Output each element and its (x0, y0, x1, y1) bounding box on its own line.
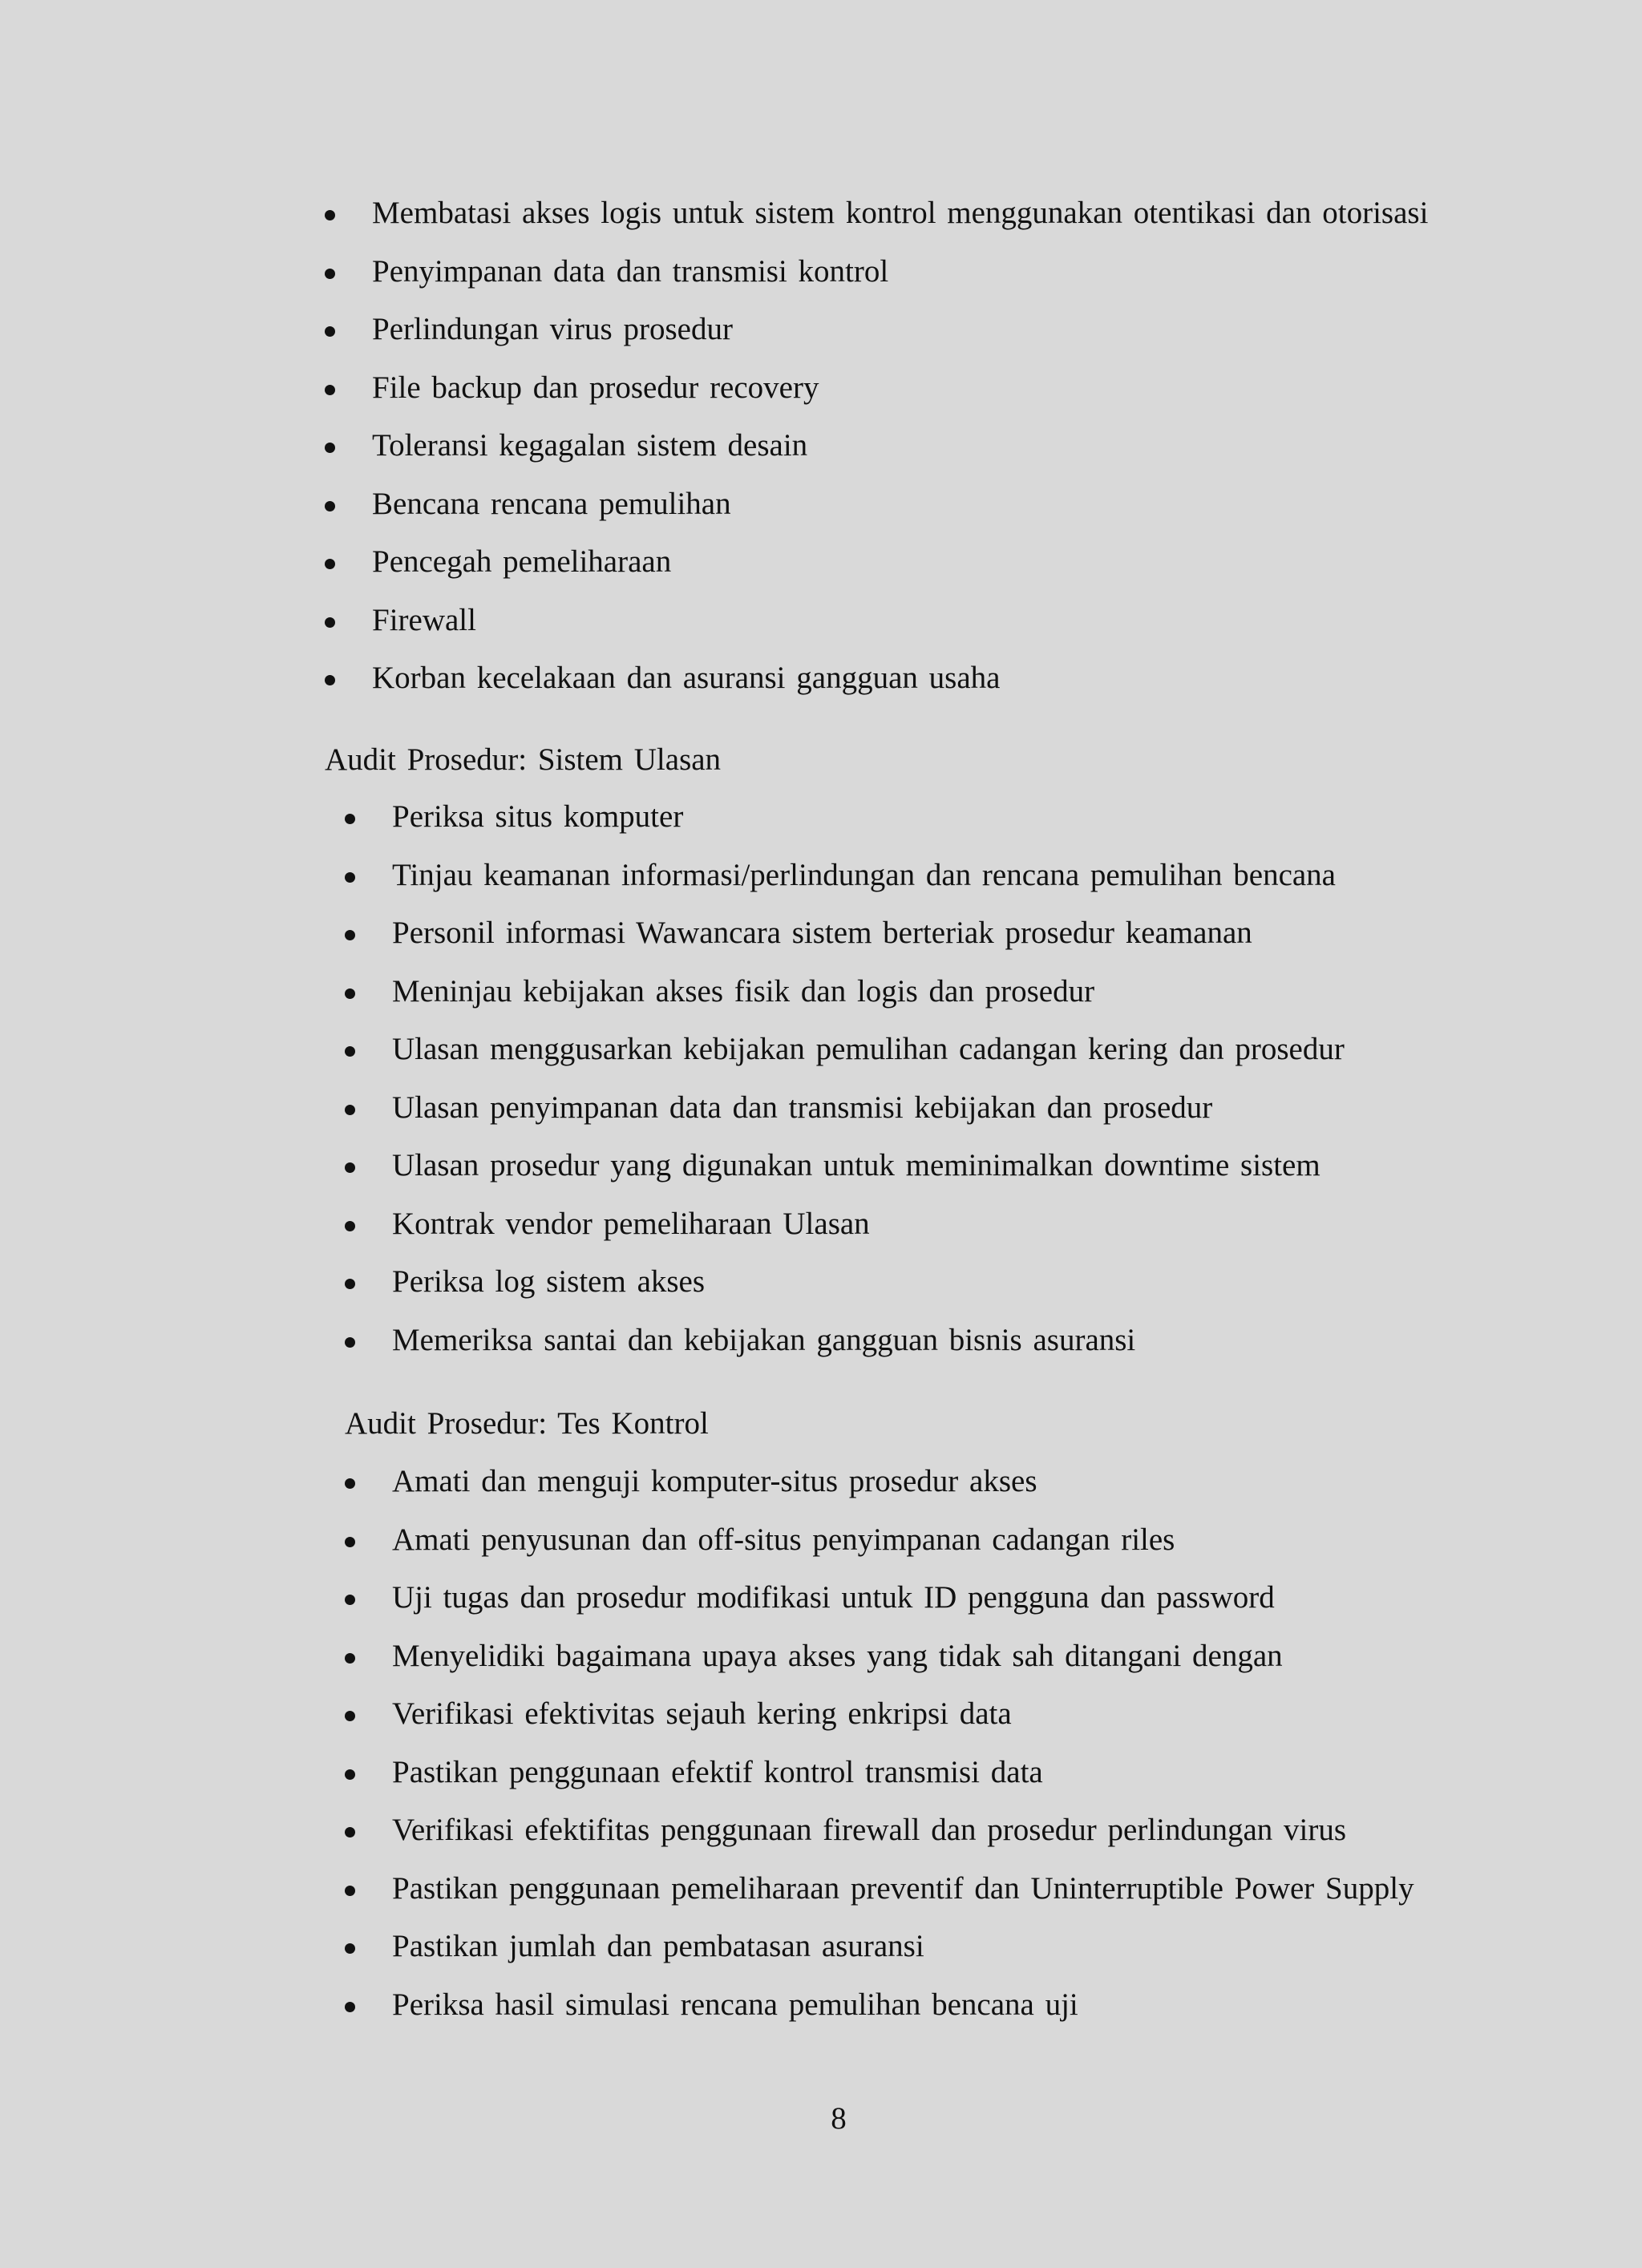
bullet-icon (345, 1221, 355, 1231)
list-item (345, 1744, 1467, 1802)
list-item-text: Korban kecelakaan dan asuransi gangguan usaha (372, 661, 1001, 695)
list-item (325, 533, 1447, 592)
bullet-icon (345, 1478, 355, 1489)
list-item (345, 1860, 1467, 1918)
bullet-icon (325, 269, 335, 279)
list-item (345, 1918, 1467, 1976)
list-item-text: Kontrak vendor pemeliharaan Ulasan (392, 1206, 870, 1241)
list-item (345, 1976, 1467, 2035)
list-item-text: Periksa hasil simulasi rencana pemulihan bencana uji (392, 1987, 1078, 2022)
list-item (345, 904, 1467, 963)
list-item (345, 1312, 1467, 1370)
list-item-text: Firewall (372, 602, 476, 637)
bullet-icon (345, 1279, 355, 1289)
list-item-text: Menyelidiki bagaimana upaya akses yang tidak sah ditangani dengan (392, 1638, 1283, 1673)
bullet-icon (325, 617, 335, 628)
list-item (325, 649, 1447, 708)
list-item-text: Penyimpanan data dan transmisi kontrol (372, 253, 889, 289)
bullet-icon (345, 872, 355, 883)
list-item-text: Perlindungan virus prosedur (372, 312, 733, 346)
list-item-text: Pastikan penggunaan pemeliharaan preventif dan Uninterruptible Power Supply (392, 1870, 1414, 1906)
bullet-icon (345, 1827, 355, 1837)
section-heading-sistem-ulasan: Audit Prosedur: Sistem Ulasan (325, 742, 722, 777)
list-item (345, 1253, 1467, 1312)
list-item (325, 359, 1447, 418)
list-item (345, 963, 1467, 1021)
list-item (325, 417, 1447, 475)
list-item (345, 1801, 1467, 1860)
page-number: 8 (831, 2101, 847, 2136)
bullet-icon (325, 385, 335, 395)
list-item (345, 1079, 1467, 1138)
bullet-icon (345, 2002, 355, 2012)
bullet-icon (345, 930, 355, 940)
list-item (325, 184, 1447, 243)
list-item-text: Amati dan menguji komputer-situs prosedur akses (392, 1464, 1037, 1498)
bullet-icon (345, 1162, 355, 1173)
list-item (345, 1021, 1467, 1079)
bullet-icon (345, 988, 355, 999)
list-item-text: Toleransi kegagalan sistem desain (372, 428, 808, 463)
list-item-text: Ulasan penyimpanan data dan transmisi kebijakan dan prosedur (392, 1090, 1213, 1125)
bullet-icon (345, 1653, 355, 1664)
list-item-text: Uji tugas dan prosedur modifikasi untuk ID pengguna dan password (392, 1580, 1275, 1615)
bullet-icon (345, 1337, 355, 1348)
list-item-text: Memeriksa santai dan kebijakan gangguan bisnis asuransi (392, 1322, 1136, 1357)
list-item-text: Bencana rencana pemulihan (372, 486, 731, 521)
bullet-icon (325, 501, 335, 511)
bullet-icon (325, 443, 335, 453)
bullet-icon (325, 559, 335, 569)
list-item (345, 1627, 1467, 1686)
list-item-text: Ulasan menggusarkan kebijakan pemulihan cadangan kering dan prosedur (392, 1032, 1345, 1066)
list-item (345, 1685, 1467, 1744)
list-item-text: Pastikan penggunaan efektif kontrol transmisi data (392, 1754, 1043, 1789)
list-item (345, 1195, 1467, 1254)
list-item-text: File backup dan prosedur recovery (372, 370, 819, 405)
bullet-icon (345, 1105, 355, 1115)
bullet-icon (345, 1886, 355, 1896)
bullet-icon (345, 1046, 355, 1057)
bullet-list-controls (325, 184, 1447, 708)
bullet-icon (345, 1595, 355, 1605)
list-item (345, 1137, 1467, 1195)
bullet-icon (325, 675, 335, 685)
list-item-text: Pencegah pemeliharaan (372, 544, 672, 579)
list-item-text: Tinjau keamanan informasi/perlindungan dan rencana pemulihan bencana (392, 857, 1336, 892)
bullet-icon (345, 1537, 355, 1547)
bullet-list-sistem-ulasan (345, 788, 1467, 1369)
bullet-list-tes-kontrol (345, 1453, 1467, 2034)
bullet-icon (345, 1711, 355, 1721)
list-item-text: Verifikasi efektivitas sejauh kering enkripsi data (392, 1696, 1012, 1731)
bullet-icon (325, 210, 335, 220)
list-item (345, 1511, 1467, 1570)
list-item-text: Personil informasi Wawancara sistem berteriak prosedur keamanan (392, 916, 1252, 950)
list-item-text: Pastikan jumlah dan pembatasan asuransi (392, 1929, 924, 1963)
section-heading-tes-kontrol: Audit Prosedur: Tes Kontrol (345, 1406, 709, 1441)
list-item-text: Periksa situs komputer (392, 799, 684, 834)
list-item (325, 243, 1447, 301)
list-item (345, 847, 1467, 905)
list-item (345, 1453, 1467, 1511)
bullet-icon (345, 1769, 355, 1780)
list-item (345, 788, 1467, 847)
bullet-icon (345, 814, 355, 824)
list-item (325, 301, 1447, 359)
list-item-text: Amati penyusunan dan off-situs penyimpanan cadangan riles (392, 1522, 1175, 1557)
list-item (325, 475, 1447, 534)
list-item (325, 592, 1447, 650)
bullet-icon (345, 1943, 355, 1954)
list-item-text: Ulasan prosedur yang digunakan untuk meminimalkan downtime sistem (392, 1148, 1320, 1183)
list-item-text: Membatasi akses logis untuk sistem kontrol menggunakan otentikasi dan otorisasi (372, 196, 1429, 230)
bullet-icon (325, 326, 335, 337)
list-item-text: Meninjau kebijakan akses fisik dan logis dan prosedur (392, 973, 1095, 1009)
list-item-text: Periksa log sistem akses (392, 1264, 706, 1299)
list-item (345, 1569, 1467, 1627)
list-item-text: Verifikasi efektifitas penggunaan firewall dan prosedur perlindungan virus (392, 1813, 1347, 1847)
